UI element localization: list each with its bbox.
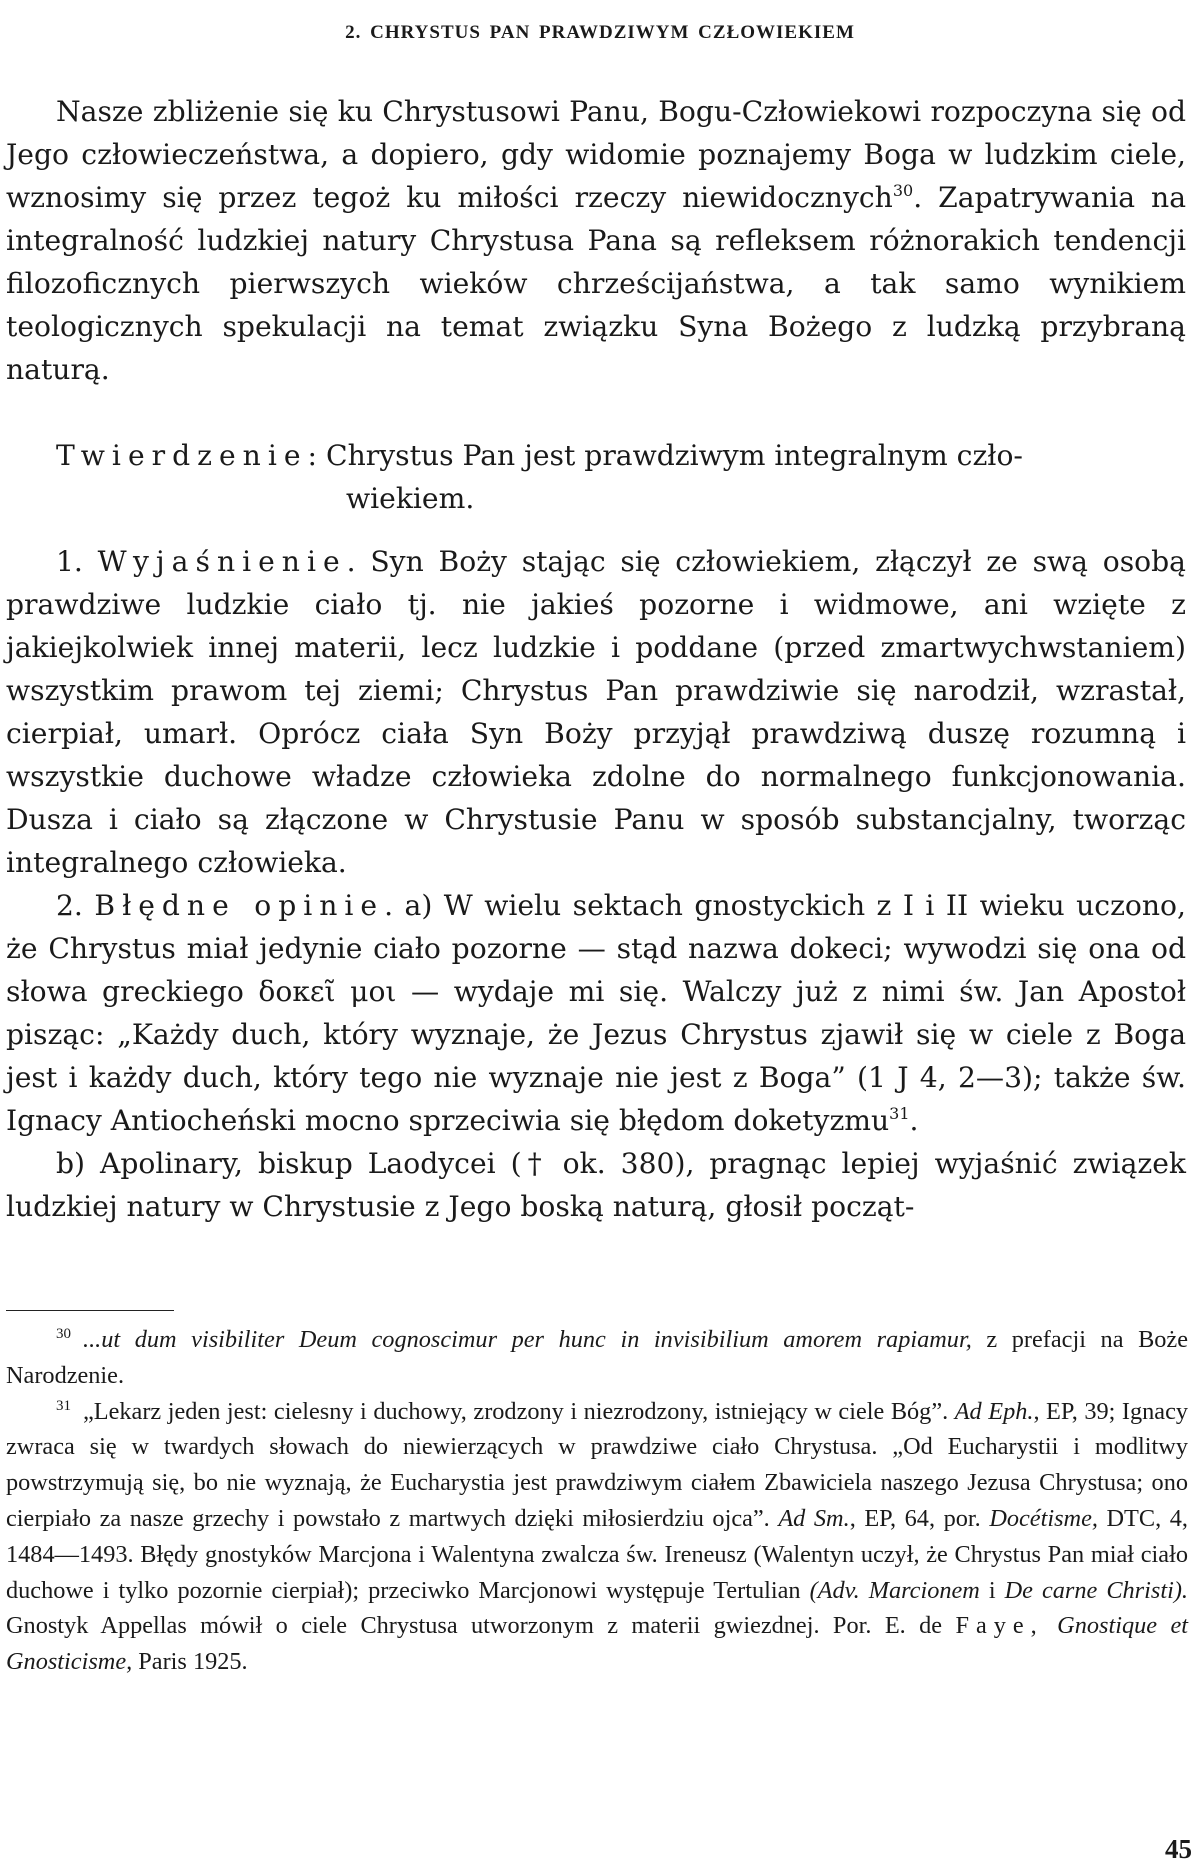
latin-quote: ...ut dum visibiliter Deum cognoscimur per hunc in invisibilium amorem rapiamur, xyxy=(83,1326,972,1353)
section-explanation xyxy=(6,540,1186,884)
section-heading: Wyjaśnienie xyxy=(97,545,347,578)
intro-text: Nasze zbliżenie się ku Chrystusowi Panu, Bogu-Człowiekowi rozpoczyna się od Jego człowieczeństwa, a dopiero, gdy widomie poznajemy Boga w ludzkim ciele, wznosimy się przez tegoż ku miłości rzeczy niewidocznych xyxy=(6,95,1186,214)
intro-text-continued: . Zapatrywania na integralność ludzkiej natury Chrystusa Pana są refleksem różnorakich tendencji filozoficznych pierwszych wieków chrześcijaństwa, a tak samo wynikiem teologicznych spekulacji na temat związku Syna Bożego z ludzką przybraną naturą. xyxy=(6,181,1186,386)
heading-dot: . xyxy=(346,545,356,578)
section-errors-b: b) Apolinary, biskup Laodycei († ok. 380), pragnąc lepiej wyjaśnić związek ludzkiej natury w Chrystusie z Jego boską naturą, głosił począt- xyxy=(6,1147,1186,1223)
citation-title: Ad Eph. xyxy=(954,1397,1034,1425)
thesis-text-continued: wiekiem. xyxy=(346,482,475,515)
section-text: a) W wielu sektach gnostyckich z I i II wieku uczono, że Chrystus miał jedynie ciało pozorne — stąd nazwa dokeci; wywodzi się ona od słowa greckiego δοκεῖ μοι — wydaje mi się. Walczy już z nimi św. Jan Apostoł pisząc: „Każdy duch, który wyznaje, że Jezus Chrystus zjawił się w ciele z Boga jest i każdy duch, który tego nie wyznaje nie jest z Boga” (1 J 4, 2—3); także św. Ignacy Antiocheński mocno sprzeciwia się błędom doketyzmu xyxy=(6,889,1186,1137)
thesis-colon: : xyxy=(307,439,318,472)
footnote-ref-31: 31 xyxy=(889,1104,910,1123)
section-number: 1. xyxy=(56,545,83,578)
footnote-text: Paris 1925. xyxy=(132,1648,248,1676)
running-head: 2. CHRYSTUS PAN PRAWDZIWYM CZŁOWIEKIEM xyxy=(345,22,855,43)
citation-title: Docétisme, xyxy=(989,1504,1098,1532)
section-number: 2. xyxy=(56,889,83,922)
footnote-separator xyxy=(6,1310,174,1311)
intro-paragraph xyxy=(6,90,1186,391)
thesis-label: Twierdzenie xyxy=(56,439,308,472)
citation-title: De carne Christi). xyxy=(1004,1576,1188,1604)
thesis-text: Chrystus Pan jest prawdziwym integralnym czło- xyxy=(326,439,1023,472)
footnote-30 xyxy=(6,1322,1188,1394)
citation-title: Ad Sm. xyxy=(778,1504,850,1532)
page-number: 45 xyxy=(1165,1834,1192,1864)
section-errors xyxy=(6,884,1186,1142)
body-text xyxy=(6,540,1186,1228)
footnotes xyxy=(6,1322,1188,1680)
section-heading: Błędne opinie xyxy=(94,889,385,922)
footnote-text: „Lekarz jeden jest: cielesny i duchowy, zrodzony i niezrodzony, istniejący w ciele Bóg”. xyxy=(83,1397,955,1425)
footnote-text: Gnostyk Appellas mówił o ciele Chrystusa utworzonym z materii gwiezdnej. Por. E. de xyxy=(6,1612,956,1640)
footnote-text: i xyxy=(979,1576,1005,1604)
citation-title: Gnostique et Gnosticisme, xyxy=(6,1612,1188,1676)
heading-dot: . xyxy=(384,889,394,922)
footnote-ref-30: 30 xyxy=(892,181,914,200)
footnote-marker: 31 xyxy=(56,1397,71,1414)
thesis xyxy=(6,434,1186,520)
footnote-text xyxy=(1044,1612,1057,1639)
author-name: Faye, xyxy=(955,1612,1044,1640)
footnote-text: , EP, 64, por. xyxy=(849,1504,990,1532)
footnote-marker: 30 xyxy=(56,1326,71,1342)
footnote-text: , EP, 39; Ignacy zwraca się w twardych słowach do niewierzących w prawdziwe ciało Chrystusa. „Od Eucharystii i modlitwy powstrzymują się, bo nie wyznają, że Eucharystia jest prawdziwym ciałem Zbawiciela naszego Jezusa Chrystusa; ono cierpiało za nasze grzechy i powstało z martwych dzięki miłosierdziu ojca”. xyxy=(6,1397,1188,1532)
footnote-31 xyxy=(6,1394,1188,1680)
citation-title: (Adv. Marcionem xyxy=(809,1576,980,1604)
sentence-end: . xyxy=(909,1104,919,1137)
footnote-text: DTC, 4, 1484—1493. Błędy gnostyków Marcjona i Walentyna zwalcza św. Ireneusz (Walentyn uczył, że Chrystus Pan miał ciało duchowe i tylko pozornie cierpiał); przeciwko Marcjonowi występuje Tertulian xyxy=(6,1504,1188,1604)
footnote-text: z prefacji na Boże Narodzenie. xyxy=(6,1326,1188,1389)
section-text: Syn Boży stając się człowiekiem, złączył ze swą osobą prawdziwe ludzkie ciało tj. nie jakieś pozorne i widmowe, ani wzięte z jakiejkolwiek innej materii, lecz ludzkie i poddane (przed zmartwychwstaniem) wszystkim prawom tej ziemi; Chrystus Pan prawdziwie się narodził, wzrastał, cierpiał, umarł. Oprócz ciała Syn Boży przyjął prawdziwą duszę rozumną i wszystkie duchowe władze człowieka zdolne do normalnego funkcjonowania. Dusza i ciało są złączone w Chrystusie Panu w sposób substancjalny, tworząc integralnego człowieka. xyxy=(6,545,1186,879)
